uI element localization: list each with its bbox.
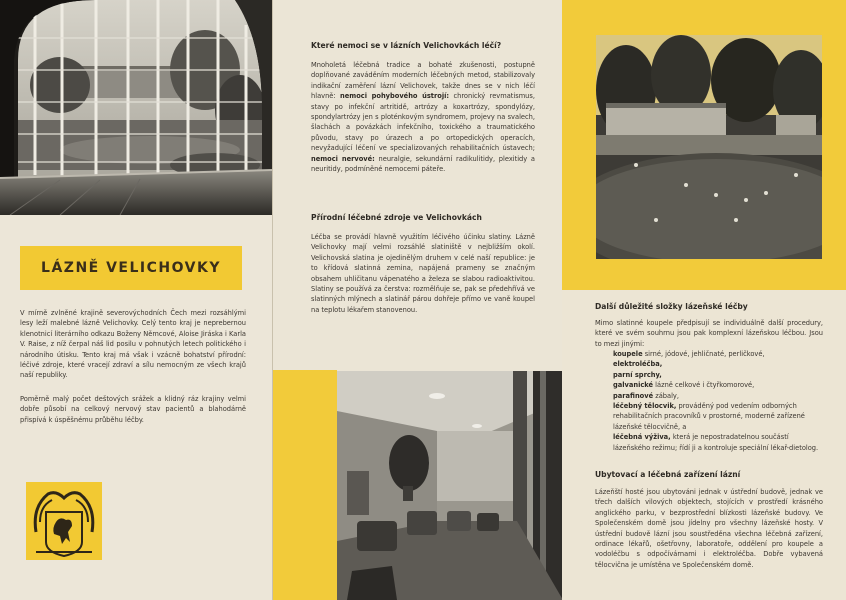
accommodation-heading: Ubytovací a léčebná zařízení lázní: [595, 470, 741, 479]
right-page: [562, 0, 846, 600]
procedures-list: [613, 349, 823, 453]
lounge-interior-photo: [337, 371, 563, 600]
yellow-accent-block: [273, 370, 337, 600]
musculoskeletal-label: nemoci pohybového ústrojí:: [340, 91, 450, 101]
left-page: [0, 0, 272, 600]
intro-paragraph-1: V mírně zvlněné krajině severovýchodních Čech mezi rozsáhlými lesy leží malebné lázně Velichovky. Celý tento kraj je neprebernou klenotnicí literárního odkazu Boženy Němcové, Aloise Jiráska i Karla V. Raise, z níž čerpal náš lid posilu v pohnutých letech politického i národního útisku. Tento kraj má však i vzácně bohatství přírodní: léčivé zdroje, které vracejí zdraví a sílu nemocným ze všech krajů naší republiky.: [20, 308, 246, 380]
procedure-item: léčebná výživa, která je nepostradatelnou součástí lázeňského režimu; řídí ji a kontroluje speciální lékař-dietolog.: [613, 432, 819, 452]
procedure-item: parafinové zábaly,: [613, 390, 679, 400]
procedure-item: elektroléčba,: [613, 359, 663, 369]
colonnade-photo: [0, 0, 272, 215]
natural-resources-heading: Přírodní léčebné zdroje ve Velichovkách: [311, 213, 482, 222]
diseases-intro: Mnoholetá léčebná tradice a bohaté zkušenosti, postupně doplňované zaváděním moderních léčebných metod, stabilizovaly indikační zaměření lázní Velichovek, takže dnes se v nich léčí hlavně:: [311, 60, 535, 101]
procedure-item: léčebný tělocvik, prováděný pod vedením odborných rehabilitačních pracovníků v prostorné, moderně zařízené lázeňské tělocvičně, a: [613, 401, 805, 431]
nervous-label: nemoci nervové:: [311, 153, 375, 163]
procedure-item: koupele sirné, jódové, jehličnaté, perličkové,: [613, 349, 765, 358]
musculoskeletal-text: chronický revmatismus, stavy po infekční artritidě, artrózy a koxartrózy, spondylózy, spondylartrózy jen s ploténkovým syndromem, projevy na svalech, šlachách a povázkách infekčního, toxického a traumatického původu, stavy po úrazech a po ortopedických operacích, nevyžadující léčení ve specializovaných rehabilitačních ústavech;: [311, 91, 535, 153]
natural-resources-text: Léčba se provádí hlavně využitím léčivého účinku slatiny. Lázně Velichovky mají velmi rozsáhlé slatiniště v nejbližším okolí. Velichovská slatina je ojedinělým druhem v celé naší republice: je to křídová slatinná zemina, napájená prameny se značným obsahem uhličitanu vápenatého a železa se slabou radioaktivitou. Slatiny se používá za čerstva: rozmělňuje se, pak se předehřívá ve slatinných mlýnech a slatinář párou dohřeje přímo ve vaně koupel na teplotu lékařem stanovenou.: [311, 232, 535, 314]
swimming-pool-photo: [596, 35, 822, 259]
other-treatments-intro: Mimo slatinné koupele předpisují se individuálně další procedury, které ve svém souhrnu jsou pak komplexní lázeňskou léčbou. Jsou to mezi jinými:: [595, 318, 823, 348]
page-title: LÁZNĚ VELICHOVKY: [41, 260, 221, 276]
procedure-item: galvanické lázně celkové i čtyřkomorové,: [613, 380, 755, 390]
middle-page: [272, 0, 564, 600]
procedure-item: parní sprchy,: [613, 369, 662, 379]
other-treatments-heading: Další důležité složky lázeňské léčby: [595, 302, 748, 311]
nervous-text: neuralgie, sekundární radikulitidy, plexitidy a neuritidy, podmíněné nemocemi páteře.: [311, 153, 535, 174]
accommodation-text: Lázeňští hosté jsou ubytováni jednak v ústřední budově, jednak ve třech dalších vilových objektech, stojících v prostředí krásného anglického parku, v bezprostřední blízkosti lázeňské budovy. Ve Společenském domě jsou jídelny pro všechny lázeňské hosty. V ústřední budově lázní jsou soustředěna všechna léčebná zařízení, ordinace lékařů, ošetřovny, laboratoře, oddělení pro koupele a vodoléčbu s odpočívárnami i elektroléčba. Dobře vybavená tělocvična je umístěna ve Společenském domě.: [595, 487, 823, 569]
spa-emblem: [26, 482, 102, 560]
diseases-text: [311, 60, 535, 174]
intro-paragraph-2: Poměrně malý počet deštových srážek a klidný ráz krajiny velmi dobře působí na celkový nervový stav pacientů a blahodárně přispívá k úspěšnému průběhu léčby.: [20, 394, 246, 424]
title-box: [20, 246, 242, 290]
diseases-heading: Které nemoci se v lázních Velichovkách léčí?: [311, 41, 502, 50]
